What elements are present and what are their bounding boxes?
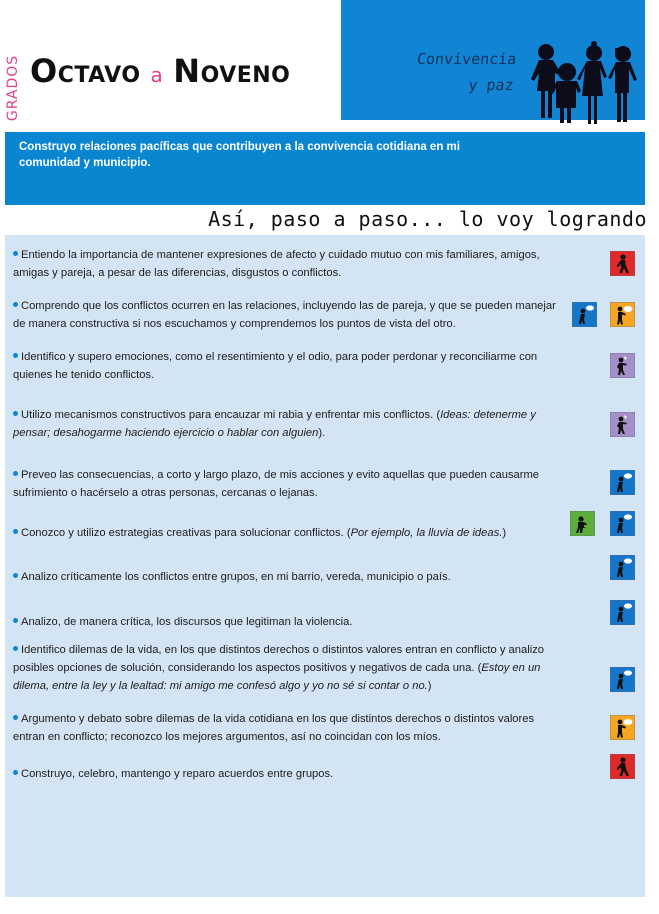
competence-statement: Construyo relaciones pacíficas que contribuyen a la convivencia cotidiana en mi comunidad y municipio. [19, 141, 460, 169]
item-text: Comprendo que los conflictos ocurren en las relaciones, incluyendo las de pareja, y que se pueden manejar de manera constructiva si nos escuchamos y comprendemos los puntos de vista del otro. [13, 300, 556, 330]
grados-label: GRADOS [5, 54, 21, 122]
bullet-icon [13, 618, 18, 623]
item-tail: ) [427, 680, 432, 692]
bullet-icon [13, 471, 18, 476]
list-item [13, 641, 563, 695]
item-text: Identifico dilemas de la vida, en los que distintos derechos o distintos valores entran en conflicto y analizo posibles opciones de solución, considerando los aspectos positivos y negativos de cada una. ( [13, 644, 545, 674]
blue-thinking-person-icon [610, 555, 635, 580]
item-text: Utilizo mecanismos constructivos para encauzar mi rabia y enfrentar mis conflictos. ( [21, 409, 441, 421]
bullet-icon [13, 646, 18, 651]
theme-header-box [341, 0, 645, 120]
purple-feeling-person-icon [610, 353, 635, 378]
bullet-icon [13, 411, 18, 416]
list-item [13, 348, 563, 384]
item-text: Identifico y supero emociones, como el resentimiento y el odio, para poder perdonar y reconciliarme con quienes he tenido conflictos. [13, 351, 538, 381]
item-note: Por ejemplo, la lluvia de ideas. [350, 527, 503, 539]
item-text: Conozco y utilizo estrategias creativas para solucionar conflictos. ( [21, 527, 351, 539]
item-text: Argumento y debato sobre dilemas de la vida cotidiana en los que distintos derechos o distintos valores entran en conflicto; reconozco los mejores argumentos, así no coincidan con los míos. [13, 713, 535, 743]
red-walking-person-icon [610, 251, 635, 276]
list-item [13, 246, 563, 282]
orange-speaking-person-icon [610, 715, 635, 740]
orange-speaking-person-icon [610, 302, 635, 327]
title-initial-o: O [30, 52, 58, 90]
bullet-icon [13, 353, 18, 358]
title-noveno-rest: OVENO [200, 63, 291, 88]
title-octavo-rest: CTAVO [57, 63, 141, 88]
competence-banner [5, 132, 645, 205]
item-tail: ). [318, 427, 326, 439]
item-text: Analizo críticamente los conflictos entre grupos, en mi barrio, vereda, municipio o país. [21, 571, 451, 583]
item-text: Construyo, celebro, mantengo y reparo acuerdos entre grupos. [21, 768, 334, 780]
title-conjunction: a [150, 63, 164, 87]
item-tail: ) [502, 527, 507, 539]
bullet-icon [13, 573, 18, 578]
bullet-icon [13, 770, 18, 775]
blue-thinking-person-icon [572, 302, 597, 327]
list-item [13, 568, 563, 586]
list-item [13, 406, 563, 442]
bullet-icon [13, 251, 18, 256]
item-text: Preveo las consecuencias, a corto y largo plazo, de mis acciones y evito aquellas que pueden causarme sufrimiento o hacérselo a otras personas, cercanas o lejanas. [13, 469, 540, 499]
list-item [13, 613, 563, 631]
item-note: Ideas: detenerme y pensar; desahogarme haciendo ejercicio o hablar con alguien [13, 409, 536, 439]
children-silhouette-icon [531, 36, 643, 126]
red-walking-person-icon [610, 754, 635, 779]
slogan-heading: Así, paso a paso... lo voy logrando [208, 207, 647, 231]
list-item [13, 765, 563, 783]
item-text: Entiendo la importancia de mantener expresiones de afecto y cuidado mutuo con mis familiares, amigos, amigas y pareja, a pesar de las diferencias, disgustos o conflictos. [13, 249, 540, 279]
green-integrative-person-icon [570, 511, 595, 536]
blue-thinking-person-icon [610, 667, 635, 692]
title-initial-n: N [173, 52, 201, 90]
list-item [13, 710, 563, 746]
list-item [13, 524, 563, 542]
grados-label-box [2, 48, 24, 128]
bullet-icon [13, 302, 18, 307]
theme-line-1: Convivencia [416, 50, 518, 68]
theme-line-2: y paz [467, 76, 515, 94]
item-note: Estoy en un dilema, entre la ley y la lealtad: mi amigo me confesó algo y yo no sé si contar o no. [13, 662, 541, 692]
theme-title [412, 46, 517, 98]
list-item [13, 466, 563, 502]
blue-thinking-person-icon [610, 600, 635, 625]
blue-thinking-person-icon [610, 511, 635, 536]
purple-feeling-person-icon [610, 412, 635, 437]
blue-thinking-person-icon [610, 470, 635, 495]
item-text: Analizo, de manera crítica, los discursos que legitiman la violencia. [21, 616, 353, 628]
bullet-icon [13, 715, 18, 720]
page-title [30, 52, 290, 90]
bullet-icon [13, 529, 18, 534]
standards-panel [5, 235, 645, 897]
list-item [13, 297, 563, 333]
